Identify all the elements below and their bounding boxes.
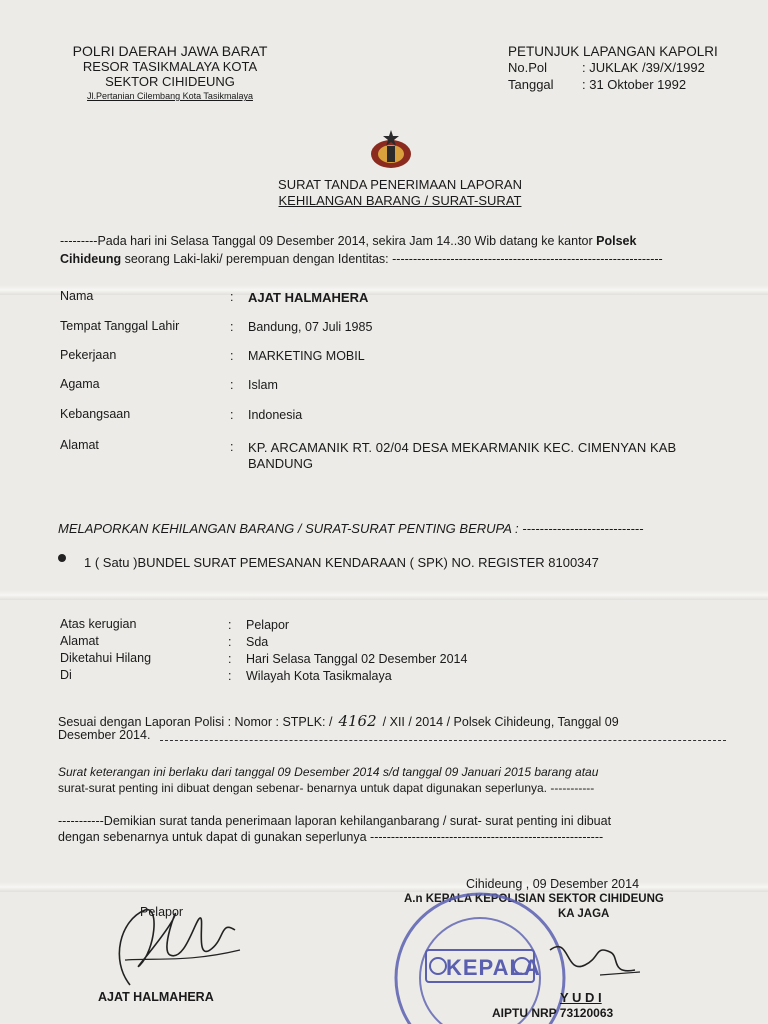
detail-colon: :: [228, 635, 232, 649]
nopol-value: : JUKLAK /39/X/1992: [582, 60, 705, 75]
detail-label-hilang: Diketahui Hilang: [60, 651, 152, 665]
identity-label-pekerjaan: Pekerjaan: [60, 348, 117, 362]
identity-label-alamat: Alamat: [60, 438, 99, 452]
keterangan-line1: Surat keterangan ini berlaku dari tanggal 09 Desember 2014 s/d tanggal 09 Januari 2015 barang atau: [58, 765, 599, 779]
stamp-text: KEPALA: [446, 955, 541, 980]
detail-value-alamat: Sda: [246, 635, 269, 649]
header-right-line1: PETUNJUK LAPANGAN KAPOLRI: [508, 44, 718, 59]
nopol-label: No.Pol: [508, 60, 548, 75]
document-title-line1: SURAT TANDA PENERIMAAN LAPORAN: [278, 177, 522, 192]
intro-line2-text: seorang Laki-laki/ perempuan dengan Identitas: -----------------------------------------------------------------: [124, 252, 663, 266]
header-left: [50, 44, 290, 104]
demikian-line1: -----------Demikian surat tanda penerimaan laporan kehilanganbarang / surat- surat penting ini dibuat: [58, 814, 612, 828]
identity-label-ttl: Tempat Tanggal Lahir: [60, 319, 180, 333]
report-item: 1 ( Satu )BUNDEL SURAT PEMESANAN KENDARAAN ( SPK) NO. REGISTER 8100347: [84, 555, 599, 570]
header-left-address: Jl.Pertanian Cilembang Kota Tasikmalaya: [87, 91, 253, 101]
identity-value-alamat-line2: BANDUNG: [248, 456, 314, 471]
pelapor-signature-icon: [100, 890, 250, 1000]
office-line2: KA JAGA: [558, 908, 610, 920]
identity-label-kebangsaan: Kebangsaan: [60, 407, 131, 421]
identity-colon: :: [230, 378, 234, 392]
identity-value-kebangsaan: Indonesia: [248, 408, 303, 422]
identity-value-alamat: KP. ARCAMANIK RT. 02/04 DESA MEKARMANIK KEC. CIMENYAN KAB: [248, 440, 677, 455]
keterangan-line2: surat-surat penting ini dibuat dengan sebenar- benarnya untuk dapat digunakan seperlunya. -----------: [58, 781, 595, 795]
document-title-line2: KEHILANGAN BARANG / SURAT-SURAT: [278, 193, 522, 208]
sesuai-text-b: / XII / 2014 / Polsek Cihideung, Tanggal 09: [382, 715, 619, 729]
report-heading: MELAPORKAN KEHILANGAN BARANG / SURAT-SURAT PENTING BERUPA : ----------------------------: [58, 521, 644, 536]
identity-label-agama: Agama: [60, 377, 100, 391]
identity-value-agama: Islam: [248, 378, 278, 392]
detail-label-di: Di: [60, 668, 72, 682]
identity-colon: :: [230, 290, 234, 304]
detail-value-kerugian: Pelapor: [246, 618, 290, 632]
intro-dashes: ---------: [60, 234, 98, 248]
office-line1: A.n KEPALA KEPOLISIAN SEKTOR CIHIDEUNG: [404, 893, 664, 905]
detail-colon: :: [228, 669, 232, 683]
detail-colon: :: [228, 618, 232, 632]
sesuai-line2: Desember 2014.: [58, 728, 151, 742]
police-emblem-icon: [368, 128, 414, 170]
sesuai-text-a: Sesuai dengan Laporan Polisi : Nomor : STPLK: /: [58, 715, 333, 729]
handwritten-number: 4162: [338, 712, 377, 730]
identity-value-nama: AJAT HALMAHERA: [248, 290, 369, 305]
identity-colon: :: [230, 440, 234, 454]
officer-signature-icon: [540, 930, 650, 990]
demikian-line2: dengan sebenarnya untuk dapat di gunakan seperlunya --------------------------------------------------------: [58, 830, 604, 844]
pelapor-name: AJAT HALMAHERA: [98, 990, 214, 1004]
intro-polsek: Polsek: [596, 234, 637, 248]
detail-value-di: Wilayah Kota Tasikmalaya: [246, 669, 392, 683]
detail-colon: :: [228, 652, 232, 666]
identity-label-nama: Nama: [60, 289, 94, 303]
header-right: [508, 44, 718, 91]
officer-nrp: AIPTU NRP 73120063: [492, 1006, 614, 1020]
header-left-line3: SEKTOR CIHIDEUNG: [105, 74, 235, 89]
pelapor-label: Pelapor: [140, 905, 184, 919]
identity-value-pekerjaan: MARKETING MOBIL: [248, 349, 365, 363]
detail-value-hilang: Hari Selasa Tanggal 02 Desember 2014: [246, 652, 468, 666]
intro-cihideung: Cihideung: [60, 252, 122, 266]
tanggal-value: : 31 Oktober 1992: [582, 77, 687, 92]
intro-line2: [60, 252, 663, 266]
header-left-line1: POLRI DAERAH JAWA BARAT: [72, 43, 268, 59]
identity-value-ttl: Bandung, 07 Juli 1985: [248, 320, 373, 334]
sesuai-underline: [160, 740, 726, 741]
intro-text: Pada hari ini Selasa Tanggal 09 Desember 2014, sekira Jam 14..30 Wib datang ke kantor: [97, 234, 593, 248]
identity-colon: :: [230, 320, 234, 334]
place-date: Cihideung , 09 Desember 2014: [466, 877, 640, 891]
detail-label-kerugian: Atas kerugian: [60, 617, 137, 631]
identity-colon: :: [230, 408, 234, 422]
detail-label-alamat: Alamat: [60, 634, 99, 648]
officer-name: Y U D I: [560, 990, 602, 1005]
tanggal-label: Tanggal: [508, 77, 554, 92]
bullet-icon: [58, 554, 66, 562]
intro-line1: [60, 234, 636, 248]
header-left-line2: RESOR TASIKMALAYA KOTA: [82, 59, 258, 74]
identity-colon: :: [230, 349, 234, 363]
